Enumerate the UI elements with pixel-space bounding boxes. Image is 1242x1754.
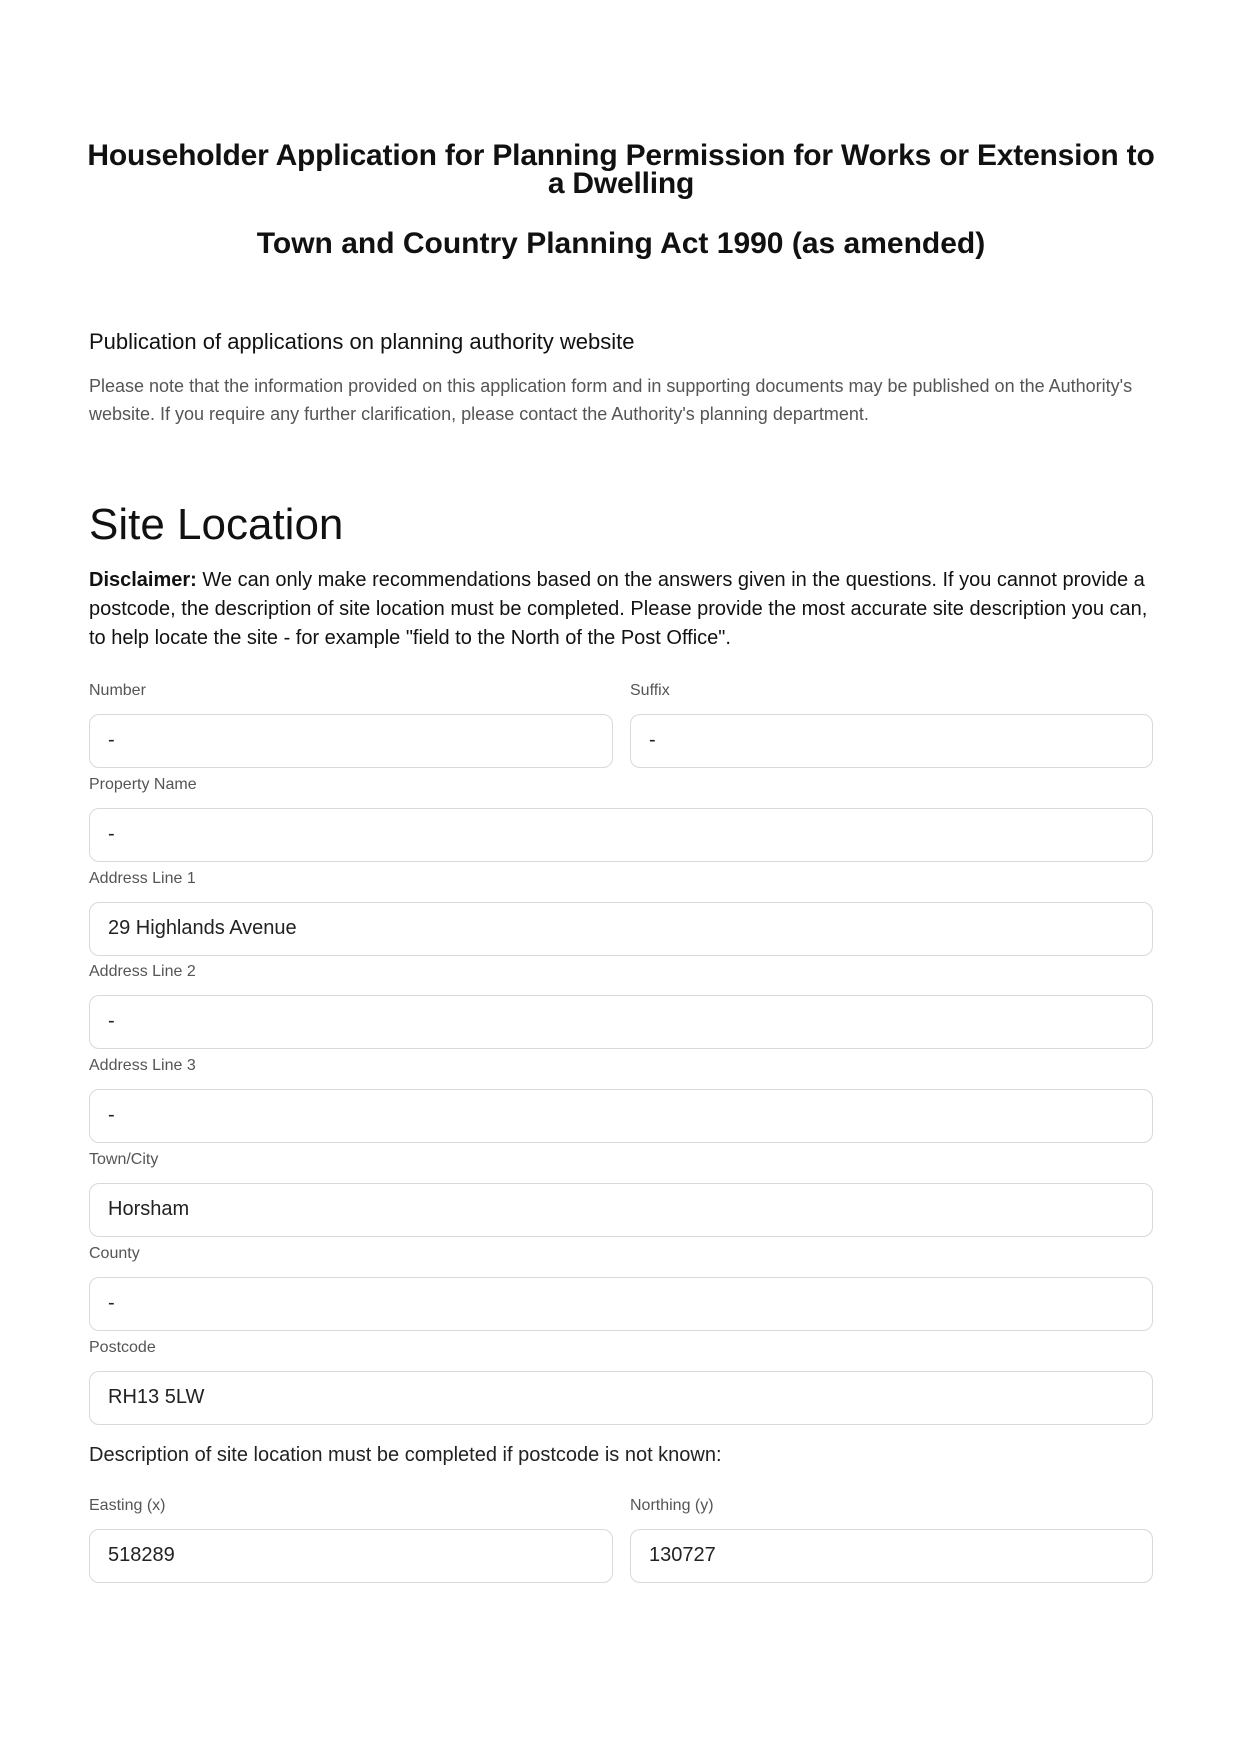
address-line-1-label: Address Line 1 <box>89 870 196 887</box>
address-line-2-field[interactable]: - <box>89 995 1153 1049</box>
county-field[interactable]: - <box>89 1277 1153 1331</box>
publication-notice: Please note that the information provided on this application form and in supporting documents may be published on the Authority's website. If you require any further clarification, please contact the Authority's planning department. <box>89 376 1133 424</box>
address-line-2-label: Address Line 2 <box>89 963 196 980</box>
town-city-label: Town/City <box>89 1151 159 1168</box>
address-line-3-field[interactable]: - <box>89 1089 1153 1143</box>
disclaimer-text: We can only make recommendations based on the answers given in the questions. If you cannot provide a postcode, the description of site location must be completed. Please provide the most accurate site description you can, to help locate the site - for example "field to the North of the Post Office". <box>89 569 1148 649</box>
postcode-field[interactable]: RH13 5LW <box>89 1371 1153 1425</box>
section-title-site-location: Site Location <box>89 500 344 549</box>
northing-field-group <box>630 1496 1153 1583</box>
property-name-field[interactable]: - <box>89 808 1153 862</box>
suffix-field[interactable]: - <box>630 714 1153 768</box>
easting-field-group <box>89 1496 613 1583</box>
town-city-field-group <box>89 1150 1153 1237</box>
northing-field[interactable]: 130727 <box>630 1529 1153 1583</box>
disclaimer-label: Disclaimer: <box>89 569 197 591</box>
address-line-1-field[interactable]: 29 Highlands Avenue <box>89 902 1153 956</box>
document-title: Householder Application for Planning Permission for Works or Extension to a Dwelling <box>87 139 1155 200</box>
address-line-1-field-group <box>89 869 1153 956</box>
postcode-field-group <box>89 1338 1153 1425</box>
property-name-label: Property Name <box>89 776 197 793</box>
publication-heading: Publication of applications on planning authority website <box>89 329 635 354</box>
property-name-field-group <box>89 775 1153 862</box>
county-label: County <box>89 1245 140 1262</box>
easting-field[interactable]: 518289 <box>89 1529 613 1583</box>
suffix-label: Suffix <box>630 682 670 699</box>
number-label: Number <box>89 682 146 699</box>
address-line-3-field-group <box>89 1056 1153 1143</box>
address-line-2-field-group <box>89 962 1153 1049</box>
disclaimer <box>89 566 1153 653</box>
address-line-3-label: Address Line 3 <box>89 1057 196 1074</box>
number-field[interactable]: - <box>89 714 613 768</box>
description-note: Description of site location must be completed if postcode is not known: <box>89 1444 722 1466</box>
document-subtitle: Town and Country Planning Act 1990 (as amended) <box>256 227 986 260</box>
suffix-field-group <box>630 681 1153 768</box>
number-field-group <box>89 681 613 768</box>
northing-label: Northing (y) <box>630 1497 714 1514</box>
county-field-group <box>89 1244 1153 1331</box>
postcode-label: Postcode <box>89 1339 156 1356</box>
town-city-field[interactable]: Horsham <box>89 1183 1153 1237</box>
easting-label: Easting (x) <box>89 1497 166 1514</box>
